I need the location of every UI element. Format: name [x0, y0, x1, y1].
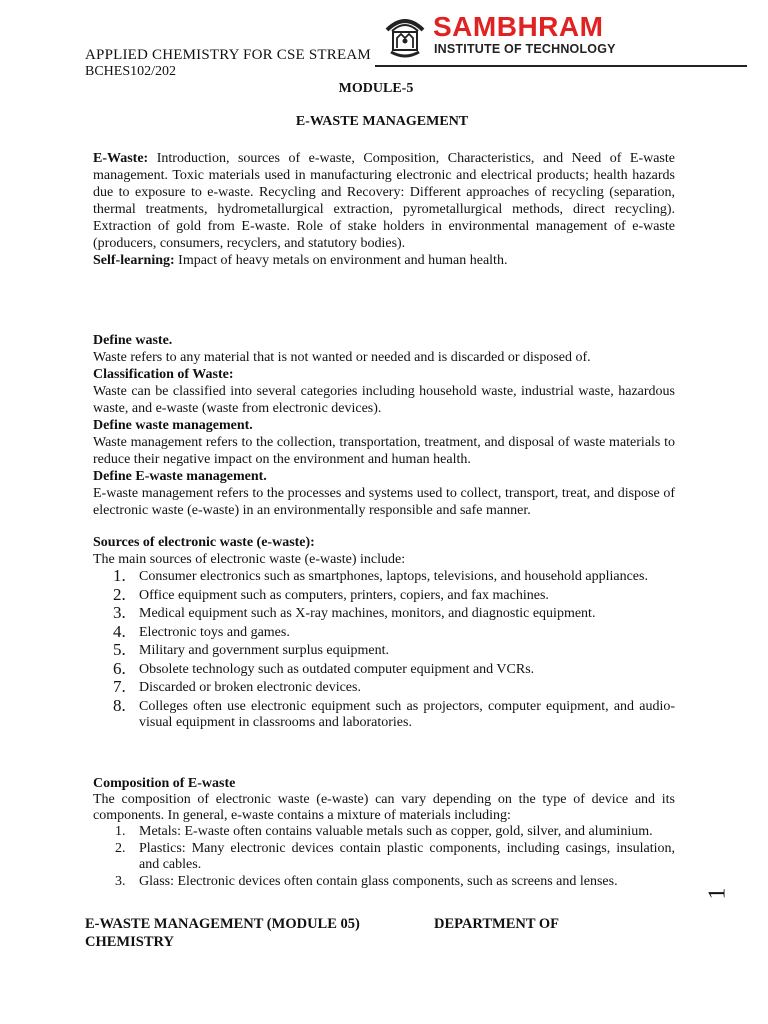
page-footer	[85, 915, 605, 951]
logo-wordmark: SAMBHRAM	[433, 11, 604, 42]
footer-left-line2: CHEMISTRY	[85, 934, 174, 950]
list-item: 7. Discarded or broken electronic devices.	[113, 677, 361, 696]
header-divider	[375, 65, 747, 67]
list-item: 8. Colleges often use electronic equipment such as projectors, computer equipment, and audio-visual equipment in classrooms and laboratories.	[113, 695, 675, 730]
list-item: 1. Metals: E-waste often contains valuable metals such as copper, gold, silver, and aluminium.	[115, 824, 653, 839]
list-item: 5. Military and government surplus equipment.	[113, 640, 390, 659]
logo-subtitle: INSTITUTE OF TECHNOLOGY	[434, 42, 616, 56]
footer-right: DEPARTMENT OF	[434, 916, 560, 932]
intro-label: E-Waste:	[93, 151, 149, 166]
course-code: BCHES102/202	[85, 64, 177, 79]
definition-text: Waste refers to any material that is not wanted or needed and is discarded or disposed of.	[93, 350, 591, 365]
list-item: 1. Consumer electronics such as smartphones, laptops, televisions, and household appliances.	[113, 566, 648, 585]
list-item: 6. Obsolete technology such as outdated computer equipment and VCRs.	[113, 658, 535, 678]
page-number: 1	[704, 887, 731, 900]
definition-heading: Classification of Waste:	[93, 367, 234, 382]
list-item: 2. Plastics: Many electronic devices contain plastic components, including casings, insulation, and cables.	[115, 840, 675, 872]
definition-heading: Define waste management.	[93, 418, 253, 433]
list-item: 3. Glass: Electronic devices often contain glass components, such as screens and lenses.	[115, 873, 618, 889]
footer-left: E-WASTE MANAGEMENT (MODULE 05)	[85, 916, 360, 932]
composition-section	[93, 775, 675, 890]
institute-seal-icon	[383, 12, 427, 60]
list-item: 2. Office equipment such as computers, printers, copiers, and fax machines.	[113, 584, 549, 604]
syllabus-paragraph	[93, 150, 675, 269]
definition-heading: Define E-waste management.	[93, 469, 267, 484]
definitions-section	[93, 332, 675, 519]
composition-list	[93, 824, 675, 890]
sources-list	[93, 566, 675, 731]
sources-intro: The main sources of electronic waste (e-waste) include:	[93, 552, 406, 567]
course-title: APPLIED CHEMISTRY FOR CSE STREAM	[85, 47, 371, 63]
sources-section	[93, 534, 675, 733]
list-item: 4. Electronic toys and games.	[113, 621, 290, 641]
sources-heading: Sources of electronic waste (e-waste):	[93, 535, 315, 550]
intro-text: Introduction, sources of e-waste, Composition, Characteristics, and Need of E-waste management. Toxic materials used in manufacturing electronic and electrical products; health hazards due to exposure to e-waste. Recycling and Recovery: Different approaches of recycling (separation, thermal treatments, hydrometallurgical extraction, pyrometallurgical methods, direct recycling). Extraction of gold from E-waste. Role of stake holders in environmental management of e-waste (producers, consumers, recyclers, and statutory bodies).	[93, 151, 675, 251]
page-title: E-WASTE MANAGEMENT	[295, 114, 469, 129]
definition-text: E-waste management refers to the processes and systems used to collect, transport, treat, and dispose of electronic waste (e-waste) in an environmentally responsible and safe manner.	[93, 486, 675, 518]
definition-text: Waste management refers to the collection, transportation, treatment, and disposal of waste materials to reduce their negative impact on the environment and human health.	[93, 435, 675, 467]
definition-heading: Define waste.	[93, 333, 173, 348]
self-learning-text: Impact of heavy metals on environment and human health.	[174, 253, 508, 268]
composition-intro: The composition of electronic waste (e-waste) can vary depending on the type of device and its components. In general, e-waste contains a mixture of materials including:	[93, 792, 675, 823]
module-label: MODULE-5	[338, 81, 414, 96]
self-learning-label: Self-learning:	[93, 253, 175, 268]
list-item: 3. Medical equipment such as X-ray machines, monitors, and diagnostic equipment.	[113, 603, 596, 622]
composition-heading: Composition of E-waste	[93, 776, 236, 791]
definition-text: Waste can be classified into several categories including household waste, industrial waste, hazardous waste, and e-waste (waste from electronic devices).	[93, 384, 675, 416]
